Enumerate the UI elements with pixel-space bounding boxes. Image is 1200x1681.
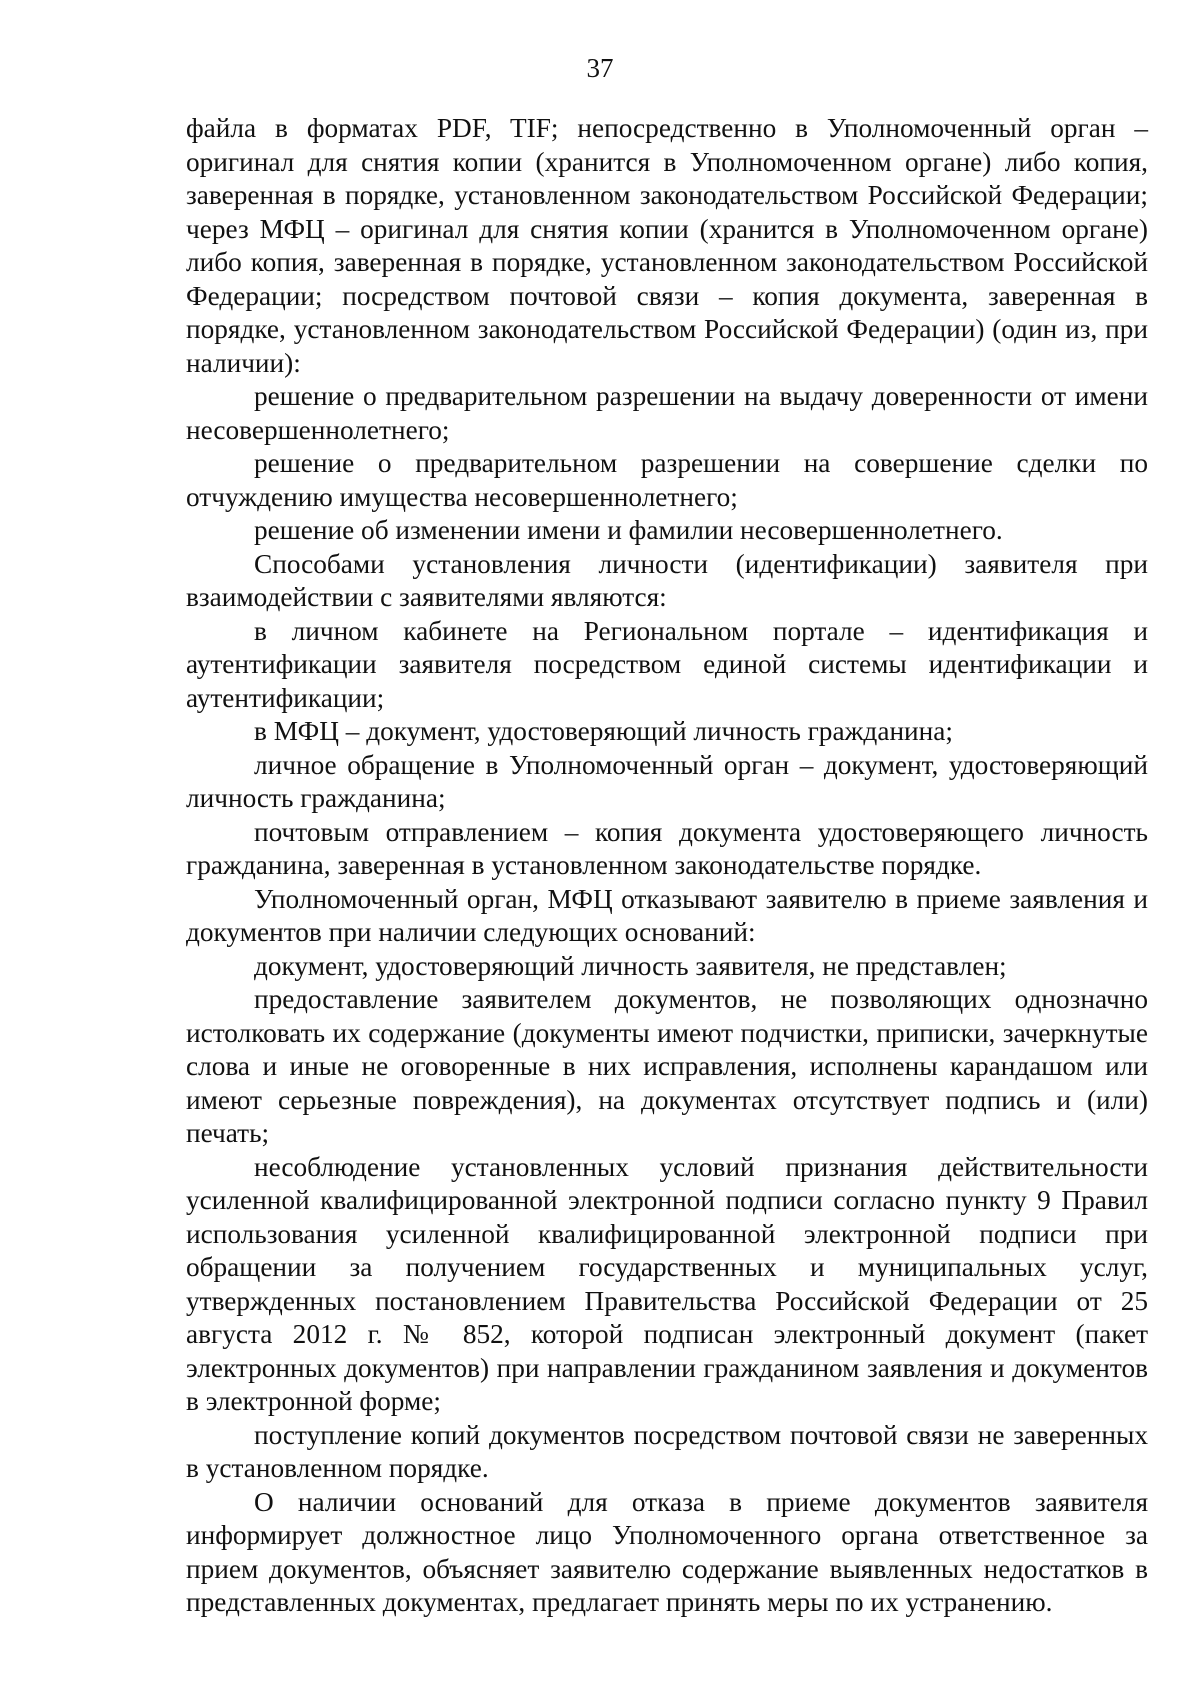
paragraph: поступление копий документов посредством почтовой связи не заверенных в установленном порядке.: [186, 1419, 1148, 1483]
document-body: [186, 112, 1148, 1620]
paragraph: в личном кабинете на Региональном портале – идентификация и аутентификации заявителя посредством единой системы идентификации и аутентификации;: [186, 615, 1148, 713]
paragraph: в МФЦ – документ, удостоверяющий личность гражданина;: [254, 716, 953, 746]
paragraph: почтовым отправлением – копия документа удостоверяющего личность гражданина, заверенная в установленном законодательстве порядке.: [186, 816, 1148, 880]
paragraph: предоставление заявителем документов, не позволяющих однозначно истолковать их содержание (документы имеют подчистки, приписки, зачеркнутые слова и иные не оговоренные в них исправления, исполнены карандашом или имеют серьезные повреждения), на документах отсутствует подпись и (или) печать;: [186, 984, 1148, 1148]
paragraph: решение о предварительном разрешении на совершение сделки по отчуждению имущества несовершеннолетнего;: [186, 448, 1148, 512]
paragraph: файла в форматах PDF, TIF; непосредственно в Уполномоченный орган – оригинал для снятия копии (хранится в Уполномоченном органе) либо копия, заверенная в порядке, установленном законодательством Российской Федерации; через МФЦ – оригинал для снятия копии (хранится в Уполномоченном органе) либо копия, заверенная в порядке, установленном законодательством Российской Федерации; посредством почтовой связи – копия документа, заверенная в порядке, установленном законодательством Российской Федерации) (один из, при наличии):: [186, 113, 1148, 378]
paragraph: Уполномоченный орган, МФЦ отказывают заявителю в приеме заявления и документов при наличии следующих оснований:: [186, 883, 1148, 947]
paragraph: документ, удостоверяющий личность заявителя, не представлен;: [254, 950, 1007, 981]
paragraph: О наличии оснований для отказа в приеме документов заявителя информирует должностное лицо Уполномоченного органа ответственное за прием документов, объясняет заявителю содержание выявленных недостатков в представленных документах, предлагает принять меры по их устранению.: [186, 1486, 1148, 1617]
paragraph: Способами установления личности (идентификации) заявителя при взаимодействии с заявителями являются:: [186, 548, 1148, 612]
paragraph: несоблюдение установленных условий признания действительности усиленной квалифицированной электронной подписи согласно пункту 9 Правил использования усиленной квалифицированной электронной подписи при обращении за получением государственных и муниципальных услуг, утвержденных постановлением Правительства Российской Федерации от 25 августа 2012 г. № 852, которой подписан электронный документ (пакет электронных документов) при направлении гражданином заявления и документов в электронной форме;: [186, 1151, 1148, 1416]
paragraph: личное обращение в Уполномоченный орган – документ, удостоверяющий личность гражданина;: [186, 749, 1148, 813]
page-number: 37: [586, 53, 614, 83]
paragraph: решение о предварительном разрешении на выдачу доверенности от имени несовершеннолетнего;: [186, 381, 1148, 445]
paragraph: решение об изменении имени и фамилии несовершеннолетнего.: [254, 515, 1003, 545]
